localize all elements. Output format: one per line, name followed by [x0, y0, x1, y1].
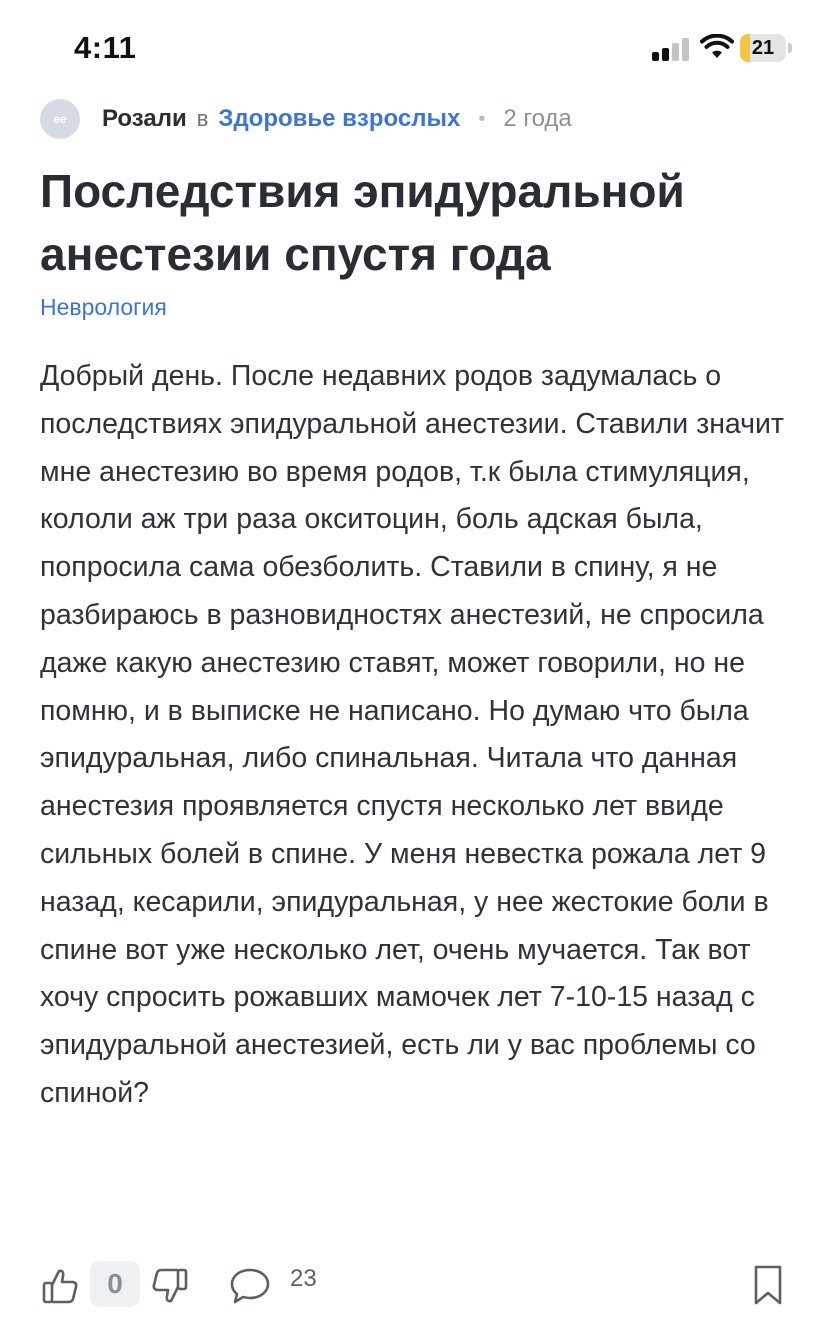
status-bar — [0, 0, 827, 90]
cellular-signal-icon — [652, 37, 692, 61]
in-label: в — [196, 106, 209, 131]
comments-count: 23 — [290, 1265, 317, 1292]
author-name[interactable]: Розали — [102, 105, 187, 132]
bookmark-icon — [750, 1263, 786, 1307]
status-time: 4:11 — [74, 30, 137, 65]
avatar[interactable] — [40, 99, 80, 139]
post-meta — [40, 99, 572, 139]
thumb-down-icon — [151, 1266, 189, 1306]
avatar-initials: ее — [53, 112, 67, 126]
post-age: 2 года — [503, 105, 572, 132]
community-link[interactable]: Здоровье взрослых — [218, 105, 461, 132]
comment-icon — [228, 1265, 272, 1307]
bookmark-button[interactable] — [748, 1262, 788, 1308]
post-title: Последствия эпидуральной анестезии спустя года — [40, 165, 685, 280]
post-actions — [0, 1256, 827, 1316]
battery-level: 21 — [751, 37, 775, 59]
battery-indicator — [740, 34, 792, 62]
wifi-icon — [700, 34, 734, 60]
dislike-button[interactable] — [150, 1264, 190, 1308]
comments-button[interactable] — [228, 1264, 272, 1308]
thumb-up-icon — [41, 1266, 79, 1306]
score-badge: 0 — [90, 1261, 140, 1307]
like-button[interactable] — [40, 1264, 80, 1308]
post-body: Добрый день. После недавних родов задумалась о последствиях эпидуральной анестезии. Ставили значит мне анестезию во время родов, т.к была стимуляция, кололи аж три раза окситоцин, боль адская была, попросила сама обезболить. Ставили в спину, я не разбираюсь в разновидностях анестезий, не спросила даже какую анестезию ставят, может говорили, но не помню, и в выписке не написано. Но думаю что была эпидуральная, либо спинальная. Читала что данная анестезия проявляется спустя несколько лет ввиде сильных болей в спине. У меня невестка рожала лет 9 назад, кесарили, эпидуральная, у нее жестокие боли в спине вот уже несколько лет, очень мучается. Так вот хочу спросить рожавших мамочек лет 7-10-15 назад с эпидуральной анестезией, есть ли у вас проблемы со спиной? — [40, 360, 784, 1109]
meta-separator: • — [478, 107, 486, 130]
topic-tag[interactable]: Неврология — [40, 294, 167, 320]
